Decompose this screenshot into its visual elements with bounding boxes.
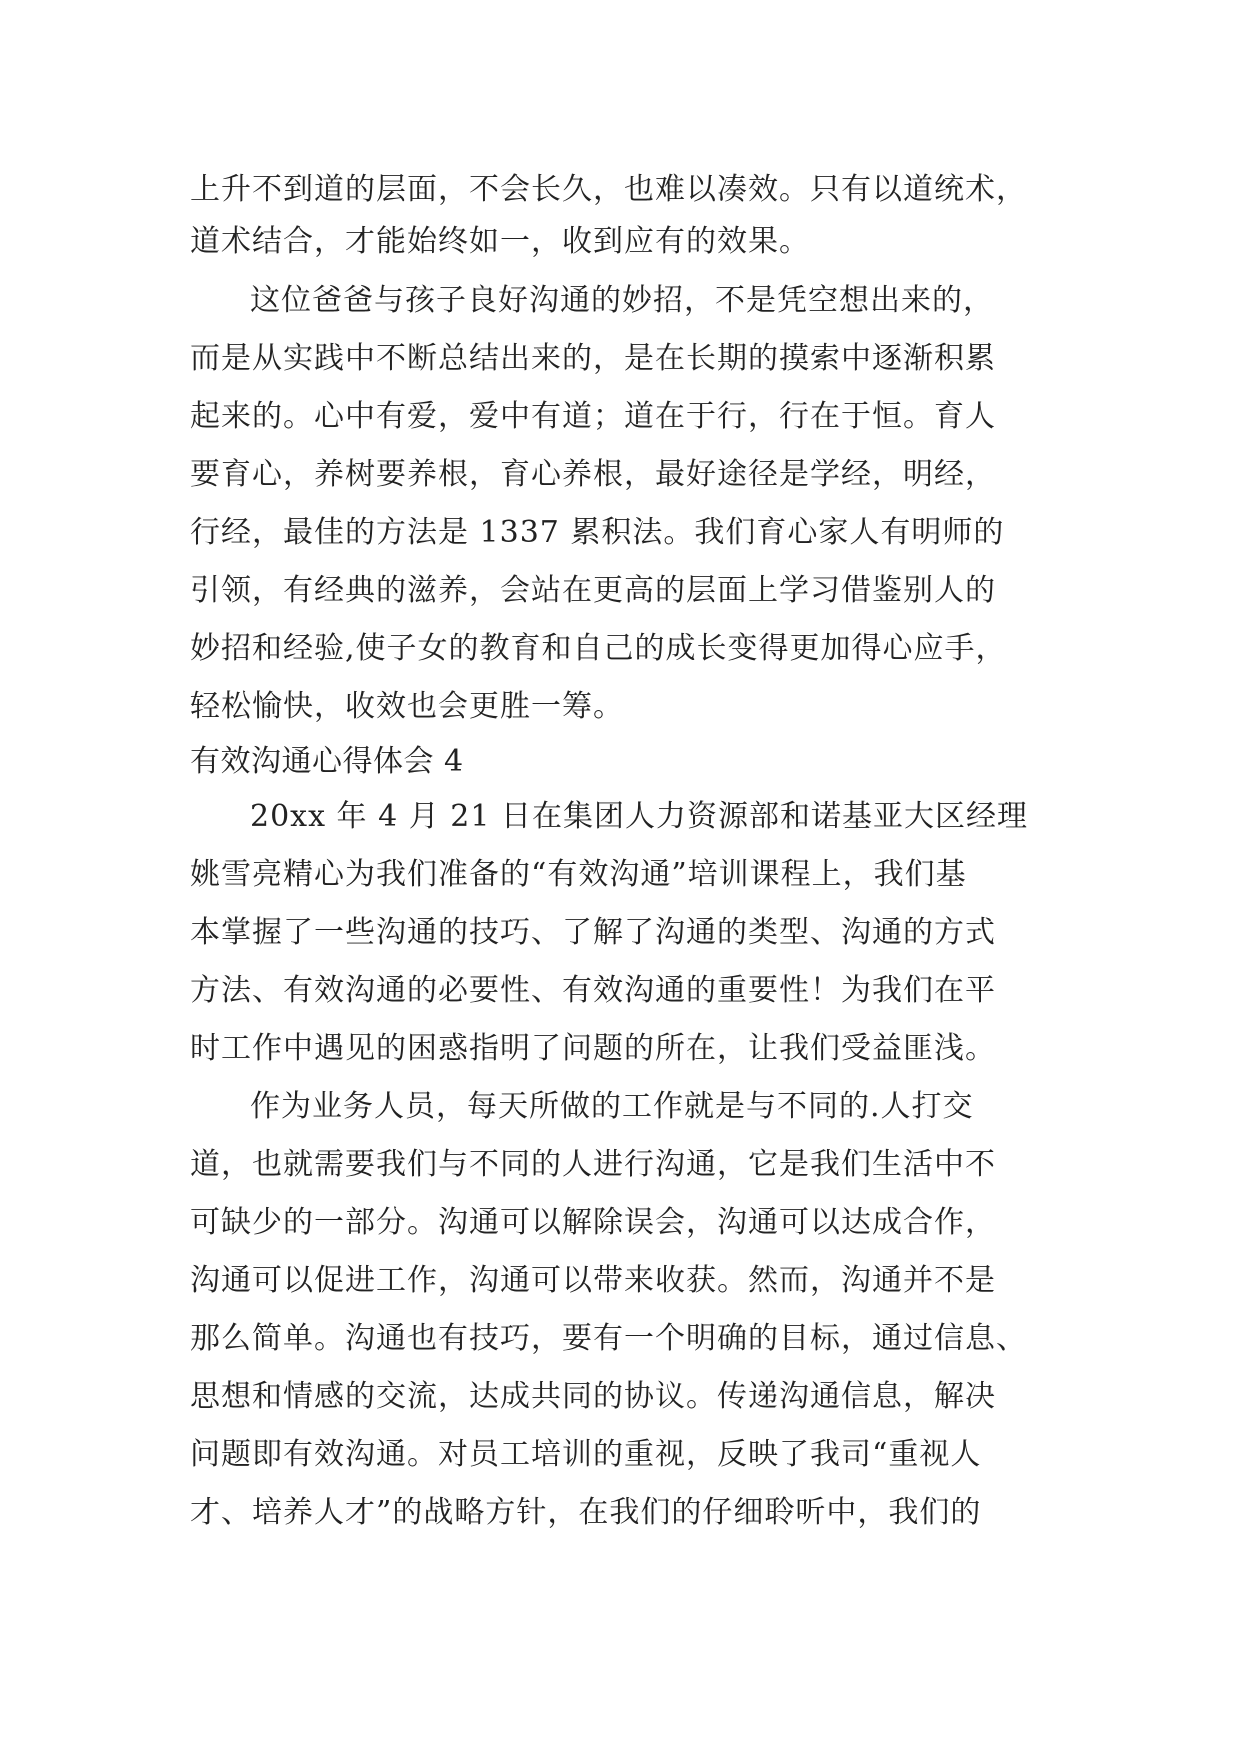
- section-heading: 有效沟通心得体会 4: [190, 744, 464, 779]
- text-line: 道，也就需要我们与不同的人进行沟通，它是我们生活中不: [190, 1147, 996, 1182]
- text-line: 要育心，养树要养根，育心养根，最好途径是学经，明经，: [190, 457, 996, 492]
- text-line: 时工作中遇见的困惑指明了问题的所在，让我们受益匪浅。: [190, 1031, 996, 1066]
- text-line: 道术结合，才能始终如一，收到应有的效果。: [190, 224, 810, 259]
- text-line: 姚雪亮精心为我们准备的“有效沟通”培训课程上，我们基: [190, 857, 967, 892]
- paragraph-first-line: 作为业务人员，每天所做的工作就是与不同的.人打交: [250, 1089, 974, 1124]
- text-line: 妙招和经验,使子女的教育和自己的成长变得更加得心应手，: [190, 631, 1007, 666]
- paragraph-first-line: 20xx 年 4 月 21 日在集团人力资源部和诺基亚大区经理: [250, 799, 1028, 834]
- text-line: 起来的。心中有爱，爱中有道；道在于行，行在于恒。育人: [190, 399, 996, 434]
- text-line: 才、培养人才”的战略方针，在我们的仔细聆听中，我们的: [190, 1495, 982, 1530]
- text-line: 本掌握了一些沟通的技巧、了解了沟通的类型、沟通的方式: [190, 915, 996, 950]
- text-line: 沟通可以促进工作，沟通可以带来收获。然而，沟通并不是: [190, 1263, 996, 1298]
- text-line: 方法、有效沟通的必要性、有效沟通的重要性！为我们在平: [190, 973, 996, 1008]
- paragraph-first-line: 这位爸爸与孩子良好沟通的妙招，不是凭空想出来的，: [250, 283, 994, 318]
- text-line: 而是从实践中不断总结出来的，是在长期的摸索中逐渐积累: [190, 341, 996, 376]
- text-line: 引领，有经典的滋养，会站在更高的层面上学习借鉴别人的: [190, 573, 996, 608]
- text-line: 上升不到道的层面，不会长久，也难以凑效。只有以道统术，: [190, 172, 1027, 207]
- text-line: 问题即有效沟通。对员工培训的重视，反映了我司“重视人: [190, 1437, 982, 1472]
- text-line: 轻松愉快，收效也会更胜一筹。: [190, 689, 624, 724]
- text-line: 思想和情感的交流，达成共同的协议。传递沟通信息，解决: [190, 1379, 996, 1414]
- text-line: 那么简单。沟通也有技巧，要有一个明确的目标，通过信息、: [190, 1321, 1027, 1356]
- text-line: 行经，最佳的方法是 1337 累积法。我们育心家人有明师的: [190, 515, 1005, 550]
- text-line: 可缺少的一部分。沟通可以解除误会，沟通可以达成合作，: [190, 1205, 996, 1240]
